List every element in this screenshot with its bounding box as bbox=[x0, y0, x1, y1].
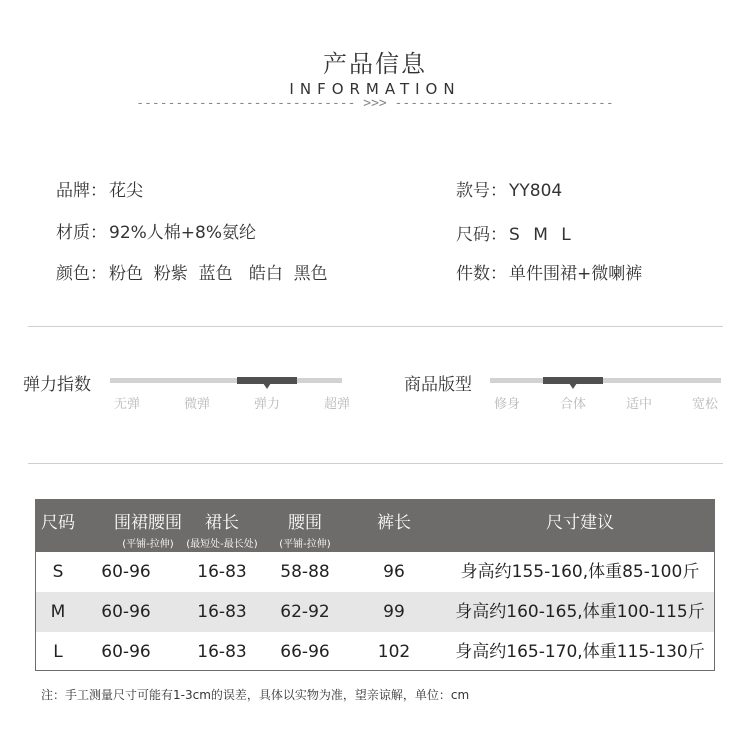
header-apron-waist-label: 围裙腰围 bbox=[114, 513, 182, 533]
divider-top bbox=[28, 326, 723, 327]
cell-size-advice: 身高约155-160,体重85-100斤 bbox=[460, 562, 700, 582]
info-size-value: S M L bbox=[509, 225, 575, 245]
info-pieces bbox=[456, 259, 642, 284]
fit-title: 商品版型 bbox=[404, 375, 472, 395]
info-color-label: 颜色： bbox=[56, 264, 107, 284]
fit-pointer-icon bbox=[569, 383, 577, 389]
cell-skirt-length: 16-83 bbox=[197, 642, 247, 662]
header-waist-label: 腰围 bbox=[288, 513, 322, 533]
table-row bbox=[36, 632, 714, 672]
header-size-advice-label: 尺寸建议 bbox=[546, 513, 614, 533]
header-pants-length-label: 裤长 bbox=[377, 513, 411, 533]
header-size-advice bbox=[446, 500, 714, 552]
header-size-label: 尺码 bbox=[41, 513, 75, 533]
cell-size-advice: 身高约160-165,体重100-115斤 bbox=[455, 602, 705, 622]
fit-label-loose: 宽松 bbox=[691, 397, 719, 412]
info-color bbox=[56, 259, 328, 284]
fit-label-slim: 修身 bbox=[493, 397, 521, 412]
measurement-note: 注：手工测量尺寸可能有1-3cm的误差，具体以实物为准，望亲谅解，单位：cm bbox=[41, 688, 470, 702]
header-size bbox=[36, 500, 80, 552]
info-model bbox=[456, 176, 562, 201]
elasticity-pointer-icon bbox=[263, 383, 271, 389]
info-material-label: 材质： bbox=[56, 223, 107, 243]
fit-track bbox=[490, 378, 721, 383]
cell-apron-waist: 60-96 bbox=[101, 602, 151, 622]
elasticity-label-none: 无弹 bbox=[113, 397, 141, 412]
info-size bbox=[456, 220, 575, 245]
cell-pants-length: 102 bbox=[377, 642, 411, 662]
fit-label-moderate: 适中 bbox=[625, 397, 653, 412]
elasticity-label-slight: 微弹 bbox=[183, 397, 211, 412]
page-subtitle: INFORMATION bbox=[289, 80, 461, 98]
table-row bbox=[36, 552, 714, 592]
info-brand-value: 花尖 bbox=[109, 181, 143, 201]
cell-waist: 66-96 bbox=[280, 642, 330, 662]
fit-label-fitted: 合体 bbox=[559, 397, 587, 412]
header-waist-note: (平铺-拉伸) bbox=[279, 539, 331, 550]
elasticity-label-elastic: 弹力 bbox=[253, 397, 281, 412]
cell-skirt-length: 16-83 bbox=[197, 562, 247, 582]
info-model-label: 款号： bbox=[456, 181, 507, 201]
page-title: 产品信息 bbox=[323, 50, 427, 78]
info-brand-label: 品牌： bbox=[56, 181, 107, 201]
elasticity-label-super: 超弹 bbox=[323, 397, 351, 412]
info-brand bbox=[56, 176, 143, 201]
header-pants-length bbox=[358, 500, 430, 552]
header-apron-waist-note: (平铺-拉伸) bbox=[122, 539, 174, 550]
cell-apron-waist: 60-96 bbox=[101, 642, 151, 662]
table-row bbox=[36, 592, 714, 632]
info-color-value: 粉色 粉紫 蓝色 皓白 黑色 bbox=[109, 264, 328, 284]
header-skirt-length-note: (最短处-最长处) bbox=[186, 539, 258, 550]
cell-size: S bbox=[52, 562, 64, 582]
header-skirt-length bbox=[172, 500, 272, 552]
cell-apron-waist: 60-96 bbox=[101, 562, 151, 582]
info-material bbox=[56, 218, 256, 243]
cell-size: M bbox=[50, 602, 66, 622]
table-header bbox=[36, 500, 714, 552]
info-pieces-label: 件数： bbox=[456, 264, 507, 284]
cell-waist: 62-92 bbox=[280, 602, 330, 622]
divider-bottom bbox=[28, 463, 723, 464]
cell-waist: 58-88 bbox=[280, 562, 330, 582]
header-waist bbox=[272, 500, 338, 552]
header-divider: ---------------------------- >>> ---------------------------- bbox=[136, 96, 614, 111]
cell-size-advice: 身高约165-170,体重115-130斤 bbox=[455, 642, 705, 662]
info-pieces-value: 单件围裙+微喇裤 bbox=[509, 264, 643, 284]
header-skirt-length-label: 裙长 bbox=[205, 513, 239, 533]
cell-pants-length: 96 bbox=[383, 562, 405, 582]
info-model-value: YY804 bbox=[509, 181, 563, 201]
info-size-label: 尺码： bbox=[456, 225, 507, 245]
cell-pants-length: 99 bbox=[383, 602, 405, 622]
cell-size: L bbox=[53, 642, 63, 662]
info-material-value: 92%人棉+8%氨纶 bbox=[109, 223, 256, 243]
cell-skirt-length: 16-83 bbox=[197, 602, 247, 622]
elasticity-track bbox=[110, 378, 342, 383]
size-table bbox=[35, 499, 715, 671]
elasticity-title: 弹力指数 bbox=[23, 375, 91, 395]
